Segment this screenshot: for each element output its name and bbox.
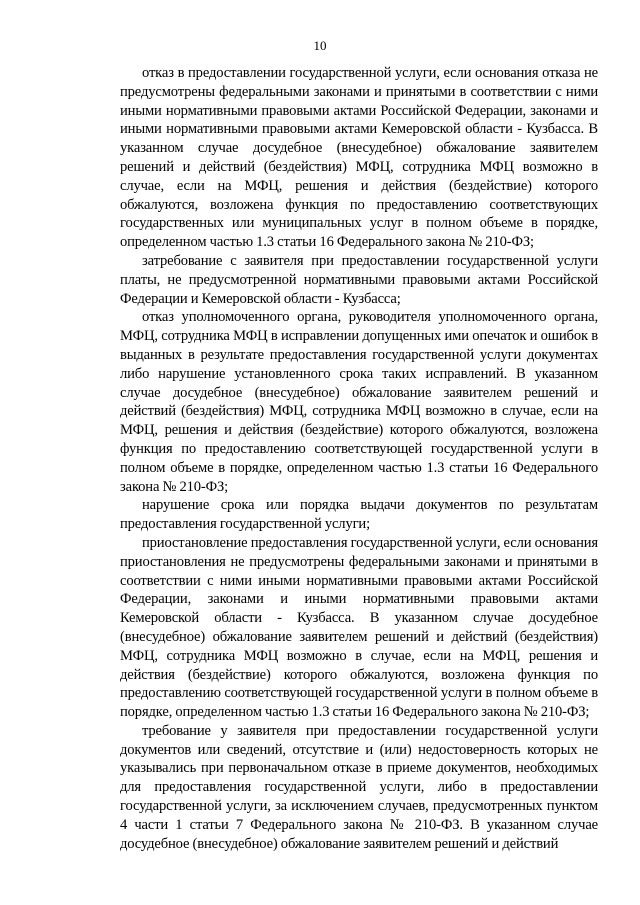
paragraph-issuance-violation: нарушение срока или порядка выдачи документов по результатам предоставления государственной услуги; [120, 497, 598, 533]
document-body [120, 64, 598, 853]
paragraph-suspension: приостановление предоставления государственной услуги, если основания приостановления не предусмотрены федеральными законами и принятыми в соответствии с ними иными нормативными правовыми актами Российской Федерации, законами и иными нормативными правовыми актами Кемеровской области - Кузбасса. В указанном случае досудебное (внесудебное) обжалование заявителем решений и действий (бездействия) МФЦ, сотрудника МФЦ возможно в случае, если на МФЦ, решения и действия (бездействие) которого обжалуются, возложена функция по предоставлению соответствующей государственной услуги в полном объеме в порядке, определенном частью 1.3 статьи 16 Федерального закона № 210-ФЗ; [120, 534, 598, 721]
paragraph-fee-demand: затребование с заявителя при предоставлении государственной услуги платы, не предусмотренной нормативными правовыми актами Российской Федерации и Кемеровской области - Кузбасса; [120, 252, 598, 307]
paragraph-refusal: отказ в предоставлении государственной услуги, если основания отказа не предусмотрены федеральными законами и принятыми в соответствии с ними иными нормативными правовыми актами Российской Федерации, законами и иными нормативными правовыми актами Кемеровской области - Кузбасса. В указанном случае досудебное (внесудебное) обжалование заявителем решений и действий (бездействия) МФЦ, сотрудника МФЦ возможно в случае, если на МФЦ, решения и действия (бездействие) которого обжалуются, возложена функция по предоставлению соответствующих государственных или муниципальных услуг в полном объеме в порядке, определенном частью 1.3 статьи 16 Федерального закона № 210-ФЗ; [120, 65, 598, 251]
paragraph-document-demand: требование у заявителя при предоставлении государственной услуги документов или сведений, отсутствие и (или) недостоверность которых не указывались при первоначальном отказе в приеме документов, необходимых для предоставления государственной услуги, либо в предоставлении государственной услуги, за исключением случаев, предусмотренных пунктом 4 части 1 статьи 7 Федерального закона № 210-ФЗ. В указанном случае досудебное (внесудебное) обжалование заявителем решений и действий [120, 722, 598, 852]
page-number: 10 [313, 38, 327, 53]
paragraph-correction-refusal: отказ уполномоченного органа, руководителя уполномоченного органа, МФЦ, сотрудника МФЦ в исправлении допущенных ими опечаток и ошибок в выданных в результате предоставления государственной услуги документах либо нарушение установленного срока таких исправлений. В указанном случае досудебное (внесудебное) обжалование заявителем решений и действий (бездействия) МФЦ, сотрудника МФЦ возможно в случае, если на МФЦ, решения и действия (бездействие) которого обжалуются, возложена функция по предоставлению соответствующей государственной услуги в полном объеме в порядке, определенном частью 1.3 статьи 16 Федерального закона № 210-ФЗ; [120, 309, 598, 495]
